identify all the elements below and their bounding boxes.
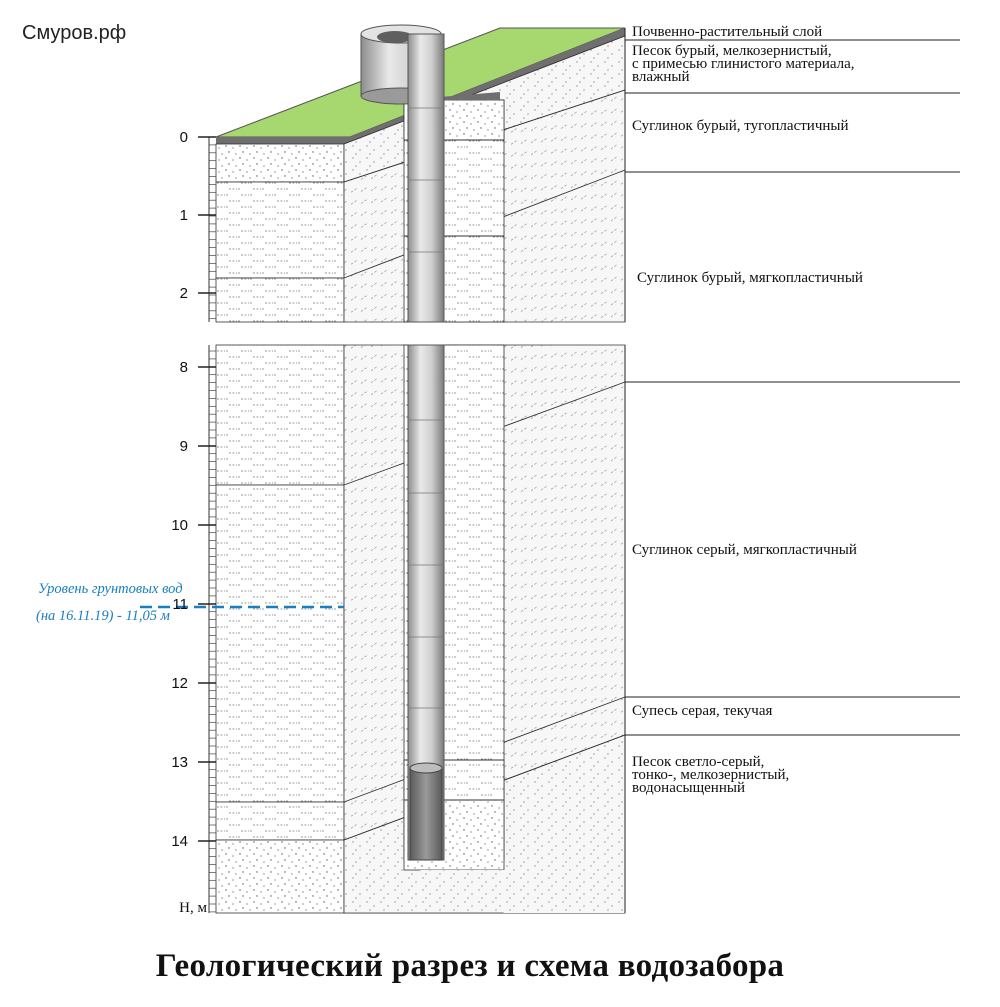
front-loam-brown-soft: [216, 278, 344, 322]
layer-label-sand-brown: Песок бурый, мелкозернистый, с примесью глинистого материала, влажный: [632, 43, 855, 85]
site-watermark: Смуров.рф: [22, 22, 127, 44]
depth-tick-label: 2: [179, 285, 188, 302]
depth-tick-label: 0: [179, 129, 188, 146]
front-sand-saturated: [216, 840, 344, 913]
depth-tick-label: 10: [171, 517, 188, 534]
layer-label-loam-soft: Суглинок бурый, мягкопластичный: [637, 270, 863, 286]
front-sand-upper: [216, 144, 344, 182]
groundwater-label-line1: Уровень грунтовых вод: [38, 581, 183, 597]
front-sandy-loam: [216, 802, 344, 840]
front-loam-brown-stiff: [216, 182, 344, 278]
depth-tick-label: 11: [172, 596, 188, 613]
depth-unit-label: Н, м: [179, 900, 207, 916]
diagram-title: Геологический разрез и схема водозабора: [155, 948, 785, 984]
front-loam-grey: [216, 485, 344, 802]
depth-tick-label: 12: [171, 675, 188, 692]
layer-label-sandy-loam: Супесь серая, текучая: [632, 703, 773, 719]
depth-tick-label: 8: [179, 359, 188, 376]
depth-tick-label: 9: [179, 438, 188, 455]
layer-label-sand-saturated: Песок светло-серый, тонко-, мелкозернистый, водонасыщенный: [632, 754, 790, 796]
layer-label-topsoil: Почвенно-растительный слой: [632, 24, 823, 40]
front-loam-grey-upper: [216, 345, 344, 485]
depth-tick-label: 1: [179, 207, 188, 224]
depth-tick-label: 13: [171, 754, 188, 771]
layer-label-loam-stiff: Суглинок бурый, тугопластичный: [632, 118, 849, 134]
layer-label-loam-grey: Суглинок серый, мягкопластичный: [632, 542, 857, 558]
ground-surface-edge: [216, 137, 350, 144]
groundwater-label-line2: (на 16.11.19) - 11,05 м: [36, 608, 170, 624]
depth-tick-label: 14: [171, 833, 188, 850]
